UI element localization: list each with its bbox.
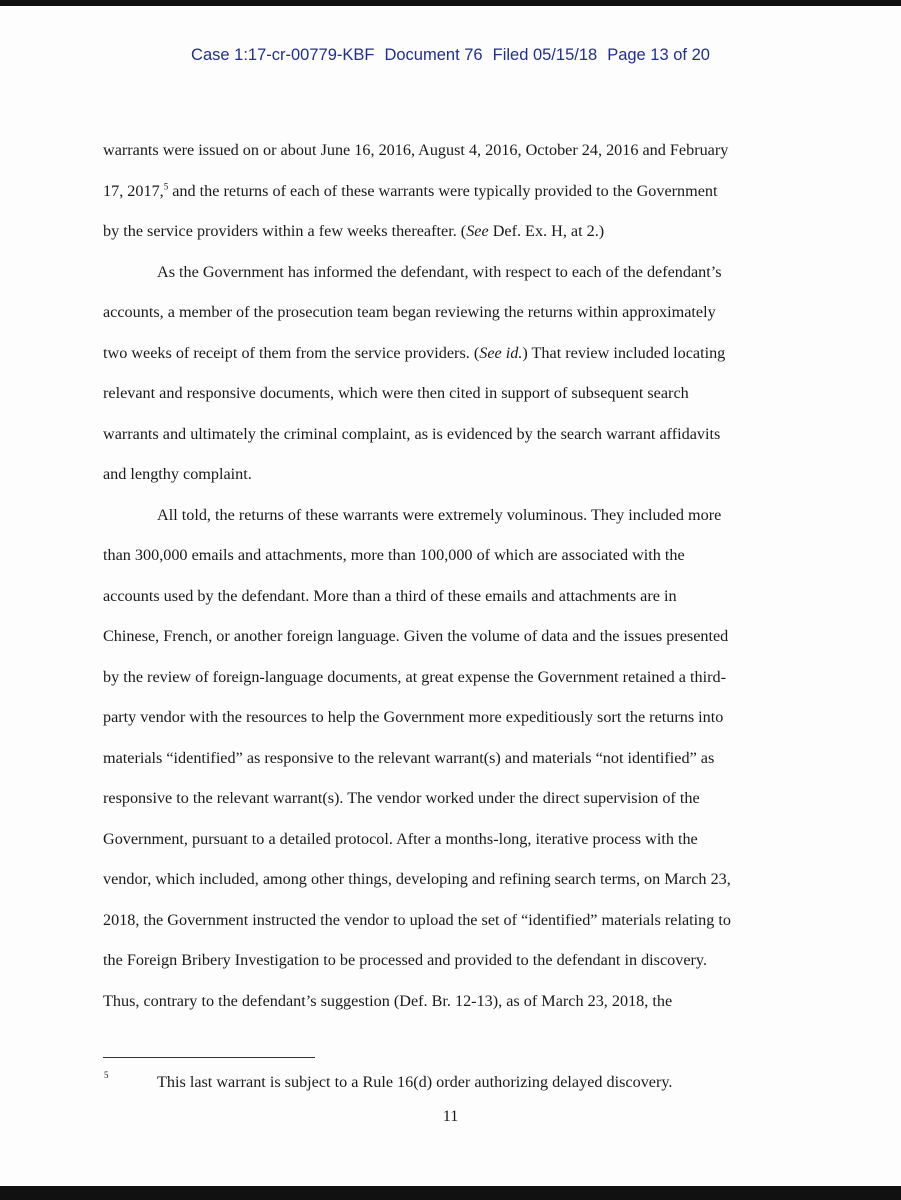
text-line: responsive to the relevant warrant(s). The vendor worked under the direct supervision of the [103,789,700,807]
text-line: Thus, contrary to the defendant’s suggestion (Def. Br. 12-13), as of March 23, 2018, the [103,991,673,1010]
text-line: by the service providers within a few weeks thereafter. (See Def. Ex. H, at 2.) [103,222,605,240]
text-line: warrants and ultimately the criminal complaint, as is evidenced by the search warrant affidavits [103,424,721,443]
text-line: and lengthy complaint. [103,465,252,483]
footnote-divider [103,1057,315,1058]
text-line: accounts used by the defendant. More than a third of these emails and attachments are in [103,586,677,605]
text-line: two weeks of receipt of them from the service providers. (See id.) That review included locating [103,343,726,362]
text-line: materials “identified” as responsive to the relevant warrant(s) and materials “not identified” as [103,748,715,767]
filed-date: Filed 05/15/18 [492,46,598,64]
text-line: accounts, a member of the prosecution team began reviewing the returns within approximately [103,303,716,321]
case-number: Case 1:17-cr-00779-KBF [191,46,375,64]
text-line: party vendor with the resources to help the Government more expeditiously sort the returns into [103,708,724,726]
text-line: Government, pursuant to a detailed protocol. After a months-long, iterative process with the [103,829,698,848]
footnote-text: This last warrant is subject to a Rule 16(d) order authorizing delayed discovery. [157,1073,673,1091]
document-number: Document 76 [384,46,483,64]
text-line: As the Government has informed the defendant, with respect to each of the defendant’s [157,262,722,281]
scan-bottom-border [0,1186,901,1200]
text-line: 17, 2017,$^5$ and the returns of each of these warrants were typically provided to the Government [103,181,718,200]
page-number: 11 [442,1107,459,1125]
text-line: than 300,000 emails and attachments, more than 100,000 of which are associated with the [103,546,685,564]
page-of-total: Page 13 of 20 [607,46,710,64]
text-line: vendor, which included, among other things, developing and refining search terms, on March 23, [103,870,731,888]
footnote-reference: 5 [163,181,169,192]
body-text [103,130,795,1021]
text-line: 2018, the Government instructed the vendor to upload the set of “identified” materials relating to [103,910,731,929]
text-line: by the review of foreign-language documents, at great expense the Government retained a third- [103,667,726,686]
footnote-number: 5 [104,1070,109,1080]
text-line: Chinese, French, or another foreign language. Given the volume of data and the issues presented [103,627,729,645]
text-line: the Foreign Bribery Investigation to be processed and provided to the defendant in discovery. [103,951,708,969]
court-filing-header [0,46,901,65]
document-page [0,6,901,1186]
text-line: relevant and responsive documents, which were then cited in support of subsequent search [103,384,689,402]
text-line: warrants were issued on or about June 16, 2016, August 4, 2016, October 24, 2016 and February [103,141,729,159]
text-line: All told, the returns of these warrants were extremely voluminous. They included more [157,505,722,524]
